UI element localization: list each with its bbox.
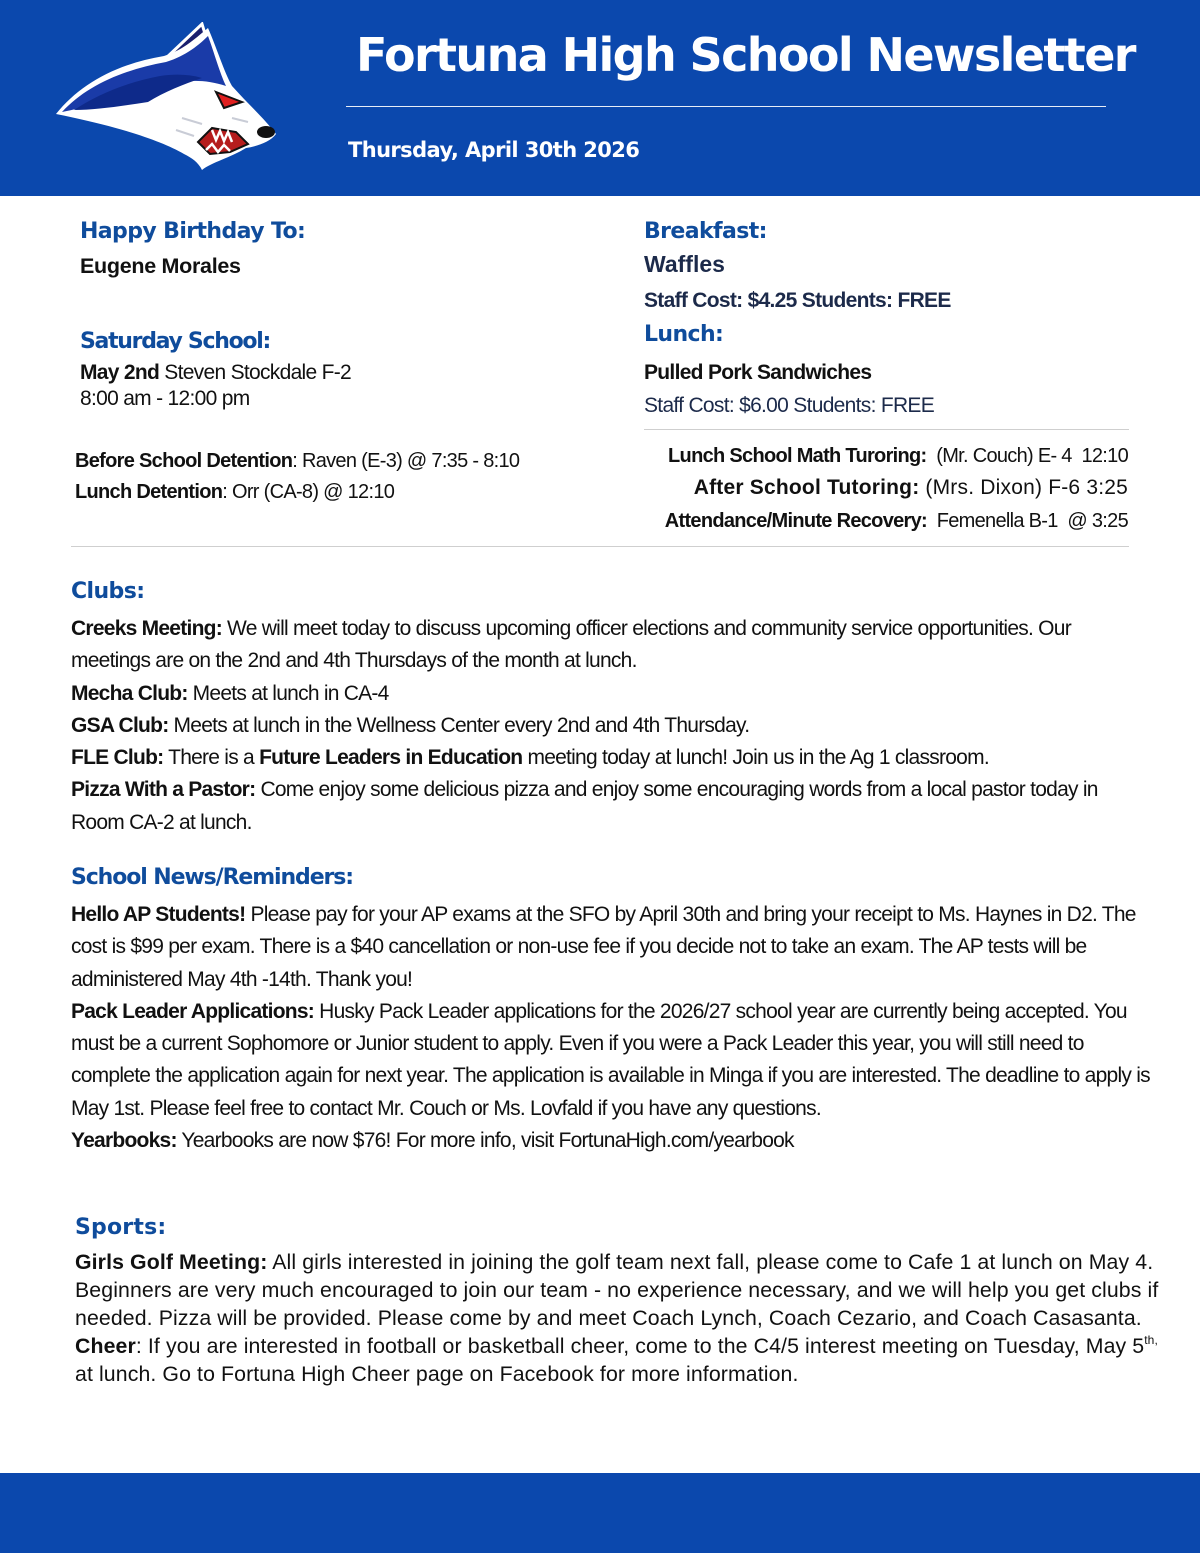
header-banner [0,0,1200,196]
news-ap-label: Hello AP Students! [71,903,246,926]
sports-heading: Sports: [75,1215,167,1240]
saturday-school-time: 8:00 am - 12:00 pm [80,387,250,410]
news-pack-label: Pack Leader Applications: [71,999,315,1023]
club-mecha-label: Mecha Club: [71,681,188,705]
lunch-cost: Staff Cost: $6.00 Students: FREE [644,394,935,417]
after-tutoring-value: (Mrs. Dixon) F-6 3:25 [919,476,1128,499]
news-ap-text: Please pay for your AP exams at the SFO by April 30th and bring your receipt to Ms. Haynes in D2. The cost is $99 per exam. There is a $40 cancellation or non-use fee if you decide not to take an exam. The AP tests will be administered May 4th -14th. Thank you! [71,903,1136,991]
sports-cheer [75,1332,1165,1388]
newsletter-date: Thursday, April 30th 2026 [348,138,640,162]
birthday-name: Eugene Morales [80,254,241,278]
club-creeks-text: We will meet today to discuss upcoming officer elections and community service opportunities. Our meetings are on the 2nd and 4th Thursdays of the month at lunch. [71,617,1071,673]
saturday-school-heading: Saturday School: [80,329,270,354]
attendance-value: Femenella B-1 @ 3:25 [927,510,1128,532]
news-yearbook-text: Yearbooks are now $76! For more info, visit FortunaHigh.com/yearbook [176,1129,794,1153]
breakfast-item: Waffles [644,251,725,277]
clubs-body [71,613,1151,839]
menu-divider [644,429,1129,430]
saturday-school-date: May 2nd [80,361,160,384]
before-detention-label: Before School Detention [75,450,293,472]
club-mecha [71,678,1151,710]
club-gsa-label: GSA Club: [71,713,169,737]
sports-cheer-label: Cheer [75,1334,136,1358]
club-gsa [71,710,1151,742]
footer-banner [0,1473,1200,1553]
school-news-heading: School News/Reminders: [71,865,353,890]
birthday-heading: Happy Birthday To: [80,219,306,244]
news-pack-text: Husky Pack Leader applications for the 2026/27 school year are currently being accepted. You must be a current Sophomore or Junior student to apply. Even if you were a Pack Leader this year, you will still need to complete the application again for next year. The application is available in Minga if you are interested. The deadline to apply is May 1st. Please feel free to contact Mr. Couch or Ms. Lovfald if you have any questions. [71,999,1150,1120]
saturday-school-line [80,360,351,386]
sports-golf [75,1248,1165,1332]
news-ap-students [71,899,1151,996]
club-pizza-text: Come enjoy some delicious pizza and enjoy some encouraging words from a local pastor today in Room CA-2 at lunch. [71,778,1098,834]
top-section-divider [71,546,1129,547]
lunch-heading: Lunch: [644,322,724,347]
after-tutoring-label: After School Tutoring: [693,476,920,499]
club-fle [71,742,1151,774]
news-yearbooks [71,1125,1151,1157]
breakfast-cost: Staff Cost: $4.25 Students: FREE [644,289,951,312]
clubs-heading: Clubs: [71,579,145,604]
math-tutoring [668,443,1128,469]
before-detention-value: : Raven (E-3) @ 7:35 - 8:10 [292,450,520,472]
news-yearbook-label: Yearbooks: [71,1129,177,1153]
club-mecha-text: Meets at lunch in CA-4 [187,681,389,705]
news-pack-leader [71,996,1151,1125]
club-fle-bold: Future Leaders in Education [259,746,523,770]
club-gsa-text: Meets at lunch in the Wellness Center every 2nd and 4th Thursday. [168,713,750,737]
club-fle-text-2: meeting today at lunch! Join us in the Ag 1 classroom. [522,746,989,770]
after-school-tutoring [694,475,1128,501]
sports-cheer-text-2: at lunch. Go to Fortuna High Cheer page on Facebook for more information. [75,1362,799,1386]
club-pizza-pastor [71,774,1151,839]
husky-logo [52,22,282,172]
attendance-recovery [665,508,1128,534]
lunch-detention-label: Lunch Detention [75,481,223,503]
sports-body [75,1248,1165,1388]
newsletter-title: Fortuna High School Newsletter [356,28,1135,82]
lunch-detention [75,479,394,505]
sports-golf-text: All girls interested in joining the golf team next fall, please come to Cafe 1 at lunch on May 4. Beginners are very much encouraged to join our team - no experience necessary, and we will help you get clubs if needed. Pizza will be provided. Please come by and meet Coach Lynch, Coach Cezario, and Coach Casasanta. [75,1250,1159,1330]
header-divider [346,106,1106,107]
math-tutoring-value: (Mr. Couch) E- 4 12:10 [926,445,1128,467]
club-fle-label: FLE Club: [71,746,164,770]
math-tutoring-label: Lunch School Math Turoring: [668,445,927,467]
sports-cheer-sup: th, [1144,1333,1158,1347]
club-pizza-label: Pizza With a Pastor: [71,778,256,802]
attendance-label: Attendance/Minute Recovery: [664,510,928,532]
saturday-school-teacher: Steven Stockdale F-2 [159,361,352,384]
club-fle-text-1: There is a [163,746,260,770]
sports-cheer-text-1: : If you are interested in football or basketball cheer, come to the C4/5 interest meeting on Tuesday, May 5 [135,1334,1145,1358]
club-creeks [71,613,1151,678]
lunch-item: Pulled Pork Sandwiches [644,361,872,384]
sports-golf-label: Girls Golf Meeting: [75,1250,268,1274]
before-school-detention [75,448,519,474]
breakfast-heading: Breakfast: [644,219,767,244]
club-creeks-label: Creeks Meeting: [71,617,222,640]
lunch-detention-value: : Orr (CA-8) @ 12:10 [222,481,395,503]
school-news-body [71,899,1151,1157]
